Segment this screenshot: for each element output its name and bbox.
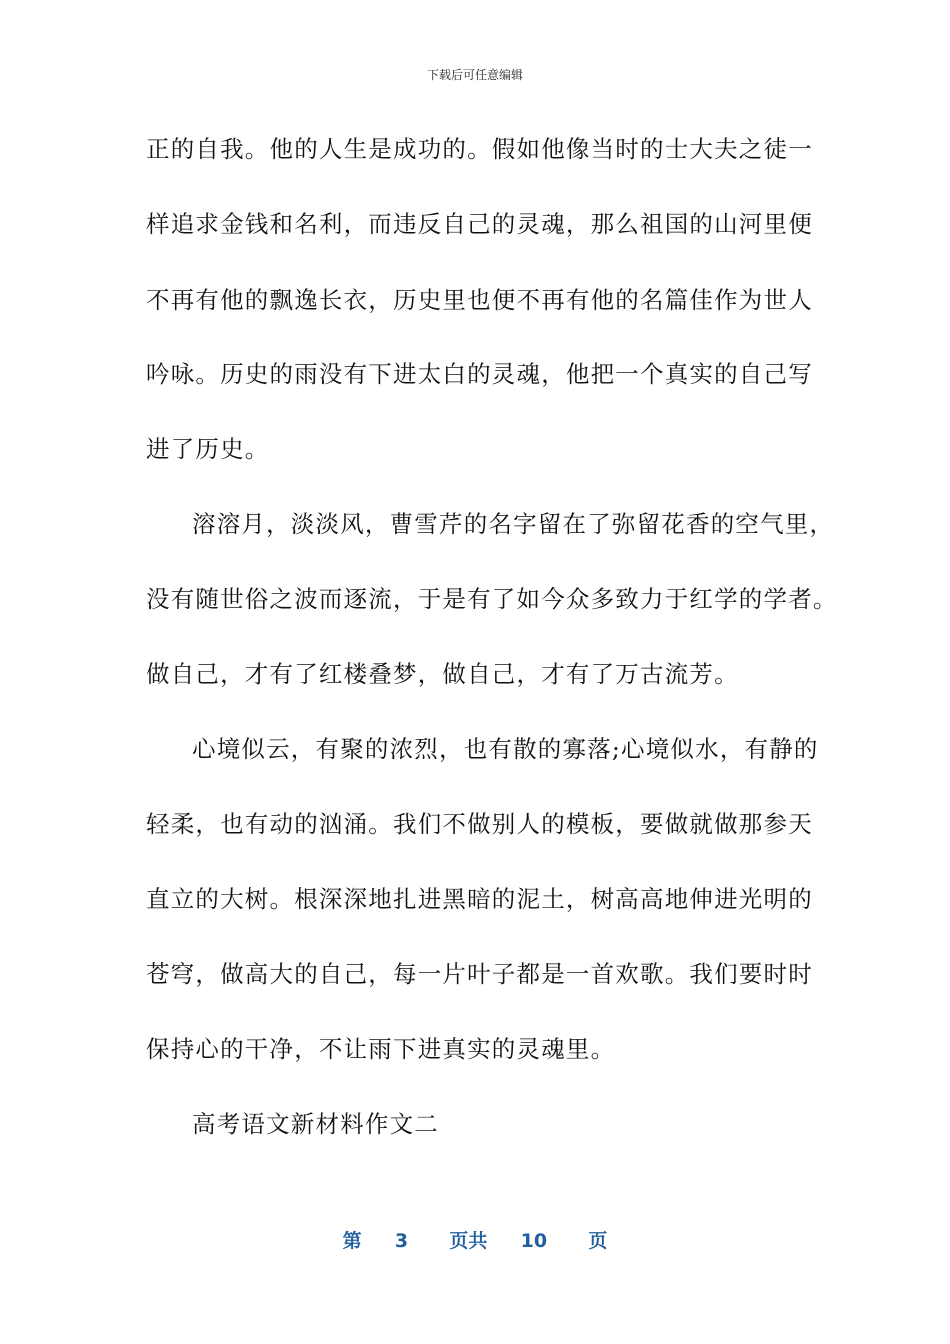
body-line: 轻柔，也有动的汹涌。我们不做别人的模板，要做就做那参天: [146, 810, 813, 838]
page-footer: [0, 1226, 950, 1253]
body-line: 做自己，才有了红楼叠梦，做自己，才有了万古流芳。: [146, 660, 739, 688]
footer-middle: 页共: [449, 1230, 488, 1252]
body-line: 样追求金钱和名利，而违反自己的灵魂，那么祖国的山河里便: [146, 210, 813, 238]
body-line: 没有随世俗之波而逐流，于是有了如今众多致力于红学的学者。: [146, 585, 838, 613]
body-line: 苍穹，做高大的自己，每一片叶子都是一首欢歌。我们要时时: [146, 960, 813, 988]
body-line: 进了历史。: [146, 435, 270, 463]
current-page-number: 3: [394, 1230, 409, 1252]
total-pages-number: 10: [520, 1230, 548, 1252]
body-line: 正的自我。他的人生是成功的。假如他像当时的士大夫之徒一: [146, 135, 813, 163]
footer-suffix: 页: [588, 1230, 608, 1252]
body-line: 吟咏。历史的雨没有下进太白的灵魂，他把一个真实的自己写: [146, 360, 813, 388]
body-line: 心境似云，有聚的浓烈，也有散的寡落;心境似水，有静的: [192, 735, 819, 763]
body-line: 溶溶月，淡淡风，曹雪芹的名字留在了弥留花香的空气里，: [192, 510, 835, 538]
section-heading: 高考语文新材料作文二: [192, 1110, 439, 1138]
body-line: 直立的大树。根深深地扎进黑暗的泥土，树高高地伸进光明的: [146, 885, 813, 913]
body-line: 不再有他的飘逸长衣，历史里也便不再有他的名篇佳作为世人: [146, 286, 813, 314]
footer-prefix: 第: [342, 1230, 362, 1252]
page-header-note: 下载后可任意编辑: [426, 68, 523, 82]
body-line: 保持心的干净，不让雨下进真实的灵魂里。: [146, 1035, 616, 1063]
